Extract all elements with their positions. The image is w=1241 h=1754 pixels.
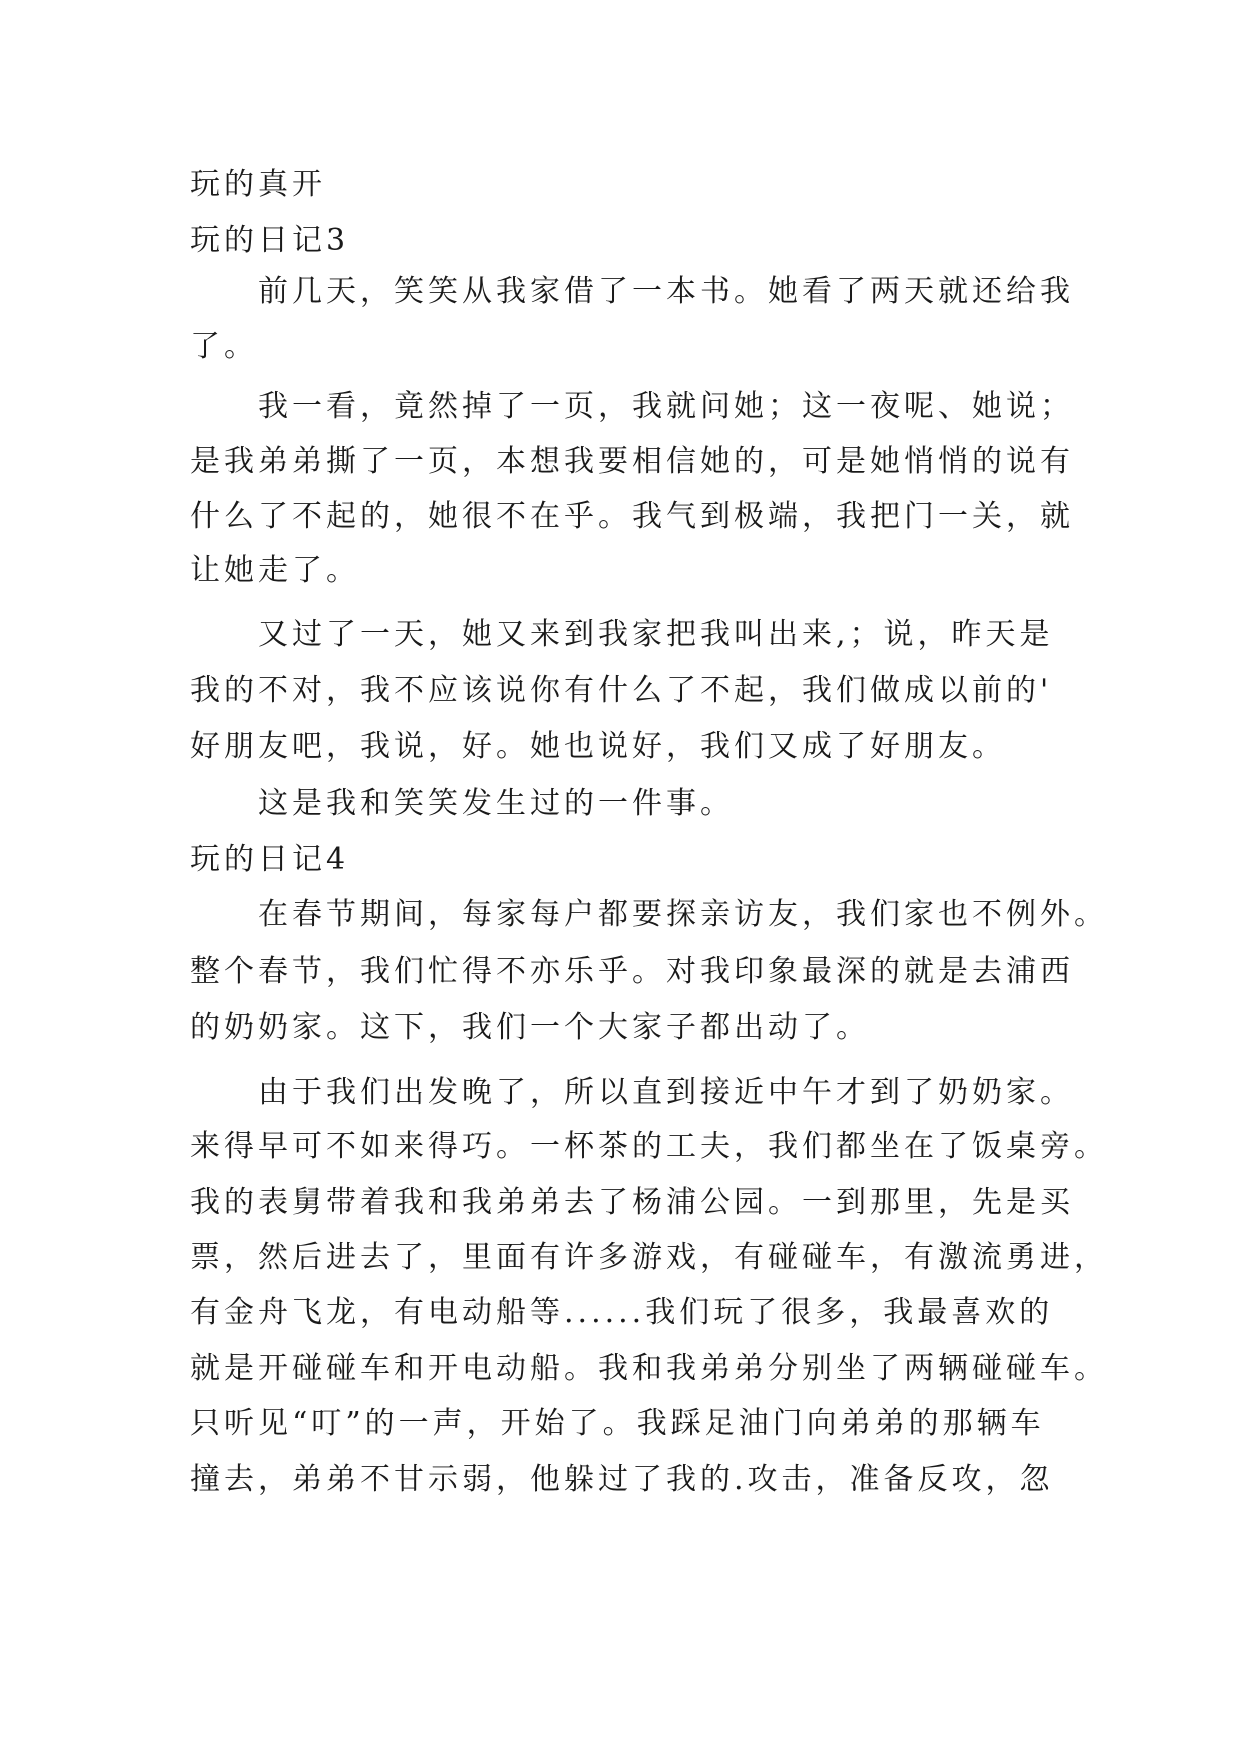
text-line: 只听见“叮”的一声，开始了。我踩足油门向弟弟的那辆车 (190, 1406, 1045, 1441)
section-heading: 玩的日记3 (190, 223, 350, 258)
text-line: 这是我和笑笑发生过的一件事。 (258, 786, 734, 821)
text-line: 我的表舅带着我和我弟弟去了杨浦公园。一到那里，先是买 (190, 1185, 1074, 1220)
text-line: 有金舟飞龙，有电动船等......我们玩了很多，我最喜欢的 (190, 1295, 1054, 1330)
text-line: 整个春节，我们忙得不亦乐乎。对我印象最深的就是去浦西 (190, 954, 1074, 989)
text-line: 就是开碰碰车和开电动船。我和我弟弟分别坐了两辆碰碰车。 (190, 1351, 1108, 1386)
text-line: 由于我们出发晚了，所以直到接近中午才到了奶奶家。 (258, 1075, 1074, 1110)
text-line: 的奶奶家。这下，我们一个大家子都出动了。 (190, 1010, 870, 1045)
section-heading: 玩的日记4 (190, 842, 350, 877)
text-line: 我的不对，我不应该说你有什么了不起，我们做成以前的' (190, 673, 1053, 708)
text-line: 好朋友吧，我说，好。她也说好，我们又成了好朋友。 (190, 729, 1006, 764)
text-line: 什么了不起的，她很不在乎。我气到极端，我把门一关，就 (190, 499, 1074, 534)
text-line: 前几天，笑笑从我家借了一本书。她看了两天就还给我 (258, 274, 1074, 309)
text-line: 是我弟弟撕了一页，本想我要相信她的，可是她悄悄的说有 (190, 444, 1074, 479)
text-line: 玩的真开 (190, 167, 326, 202)
text-line: 我一看，竟然掉了一页，我就问她；这一夜呢、她说； (258, 389, 1074, 424)
text-line: 撞去，弟弟不甘示弱，他躲过了我的.攻击，准备反攻，忽 (190, 1462, 1054, 1497)
text-line: 让她走了。 (190, 553, 360, 588)
text-line: 又过了一天，她又来到我家把我叫出来,；说，昨天是 (258, 617, 1054, 652)
text-line: 在春节期间，每家每户都要探亲访友，我们家也不例外。 (258, 897, 1108, 932)
text-line: 票，然后进去了，里面有许多游戏，有碰碰车，有激流勇进， (190, 1240, 1108, 1275)
text-line: 了。 (190, 329, 258, 364)
text-line: 来得早可不如来得巧。一杯茶的工夫，我们都坐在了饭桌旁。 (190, 1129, 1108, 1164)
